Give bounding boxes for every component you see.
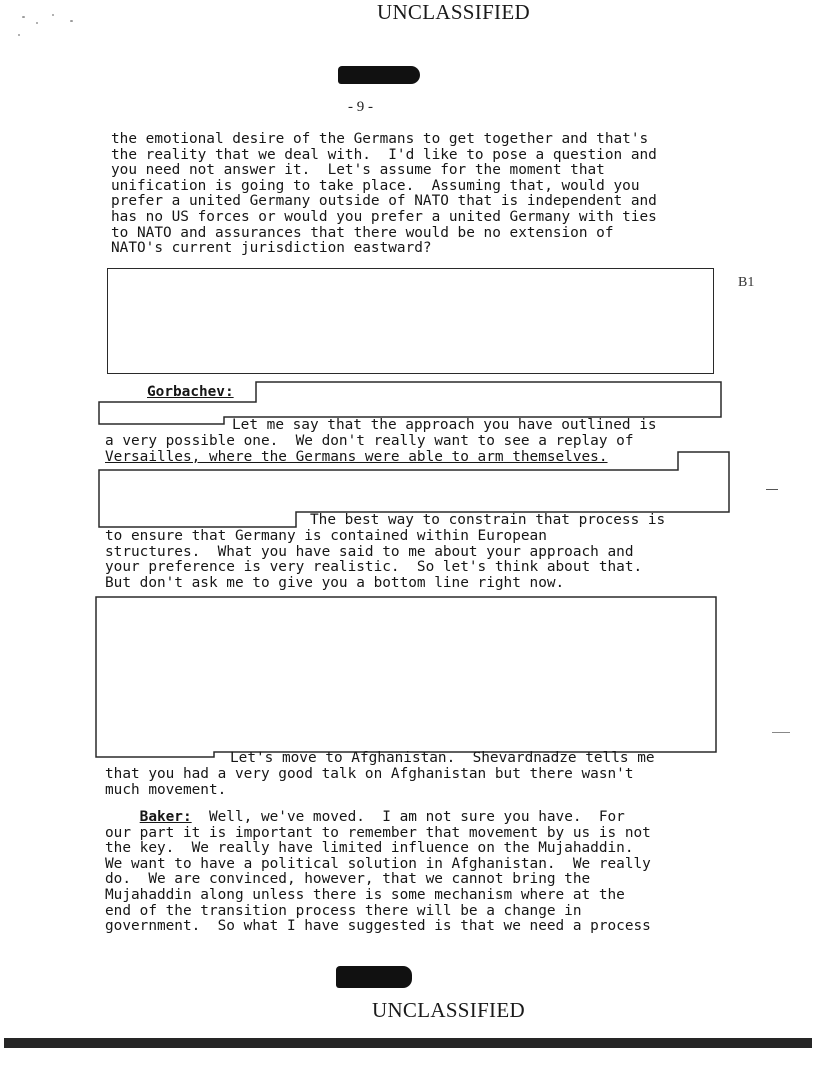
text-line: But don't ask me to give you a bottom line right now. bbox=[105, 574, 565, 591]
text-line: the emotional desire of the Germans to get together and that's bbox=[111, 131, 649, 147]
text-line: NATO's current jurisdiction eastward? bbox=[111, 240, 432, 257]
margin-mark bbox=[772, 732, 790, 733]
text-line: the key. We really have limited influence on the Mujahaddin. bbox=[105, 840, 634, 857]
text-line: We want to have a political solution in Afghanistan. We really bbox=[105, 855, 651, 872]
page-number: - 9 - bbox=[348, 99, 373, 115]
text-line: a very possible one. We don't really want to see a replay of bbox=[105, 433, 634, 449]
text-line: our part it is important to remember that movement by us is not bbox=[105, 824, 651, 841]
text-line: your preference is very realistic. So let's think about that. bbox=[105, 559, 643, 576]
text-line: government. So what I have suggested is that we need a process bbox=[105, 918, 651, 935]
redaction-blob bbox=[336, 966, 412, 988]
text-line: prefer a united Germany outside of NATO that is independent and bbox=[111, 193, 657, 210]
header-classification: UNCLASSIFIED bbox=[377, 0, 530, 24]
footer-classification: UNCLASSIFIED bbox=[372, 998, 525, 1022]
text-line: to NATO and assurances that there would be no extension of bbox=[111, 224, 614, 241]
text-line: Well, we've moved. I am not sure you have. For bbox=[191, 809, 625, 825]
gorbachev-afghanistan-paragraph bbox=[105, 767, 634, 798]
text-line: Let's move to Afghanistan. Shevardnadze tells me bbox=[230, 750, 655, 766]
margin-mark bbox=[766, 489, 778, 490]
text-line: the reality that we deal with. I'd like to pose a question and bbox=[111, 146, 657, 163]
text-line: that you had a very good talk on Afghanistan but there wasn't bbox=[105, 766, 634, 782]
text-line: Mujahaddin along unless there is some mechanism where at the bbox=[105, 886, 625, 903]
baker-paragraph bbox=[105, 810, 651, 935]
speaker-baker: Baker: bbox=[139, 809, 192, 825]
text-line: do. We are convinced, however, that we cannot bring the bbox=[105, 871, 591, 888]
speaker-gorbachev: Gorbachev: bbox=[147, 384, 234, 400]
text-line: The best way to constrain that process is bbox=[310, 512, 666, 528]
text-line: you need not answer it. Let's assume for the moment that bbox=[111, 162, 605, 179]
text-line: structures. What you have said to me about your approach and bbox=[105, 543, 634, 560]
text-line: end of the transition process there will be a change in bbox=[105, 902, 582, 919]
text-line: Let me say that the approach you have outlined is bbox=[232, 417, 657, 433]
gorbachev-paragraph bbox=[105, 529, 642, 591]
baker-first-line bbox=[105, 810, 651, 826]
scan-border-bar bbox=[4, 1038, 812, 1048]
text-line: has no US forces or would you prefer a united Germany with ties bbox=[111, 208, 657, 225]
text-line: unification is going to take place. Assuming that, would you bbox=[111, 177, 640, 194]
text-line: Versailles, where the Germans were able to arm themselves. bbox=[105, 449, 608, 465]
text-line: much movement. bbox=[105, 781, 227, 798]
margin-exemption-code: B1 bbox=[738, 275, 755, 290]
text-line: to ensure that Germany is contained within European bbox=[105, 528, 547, 544]
